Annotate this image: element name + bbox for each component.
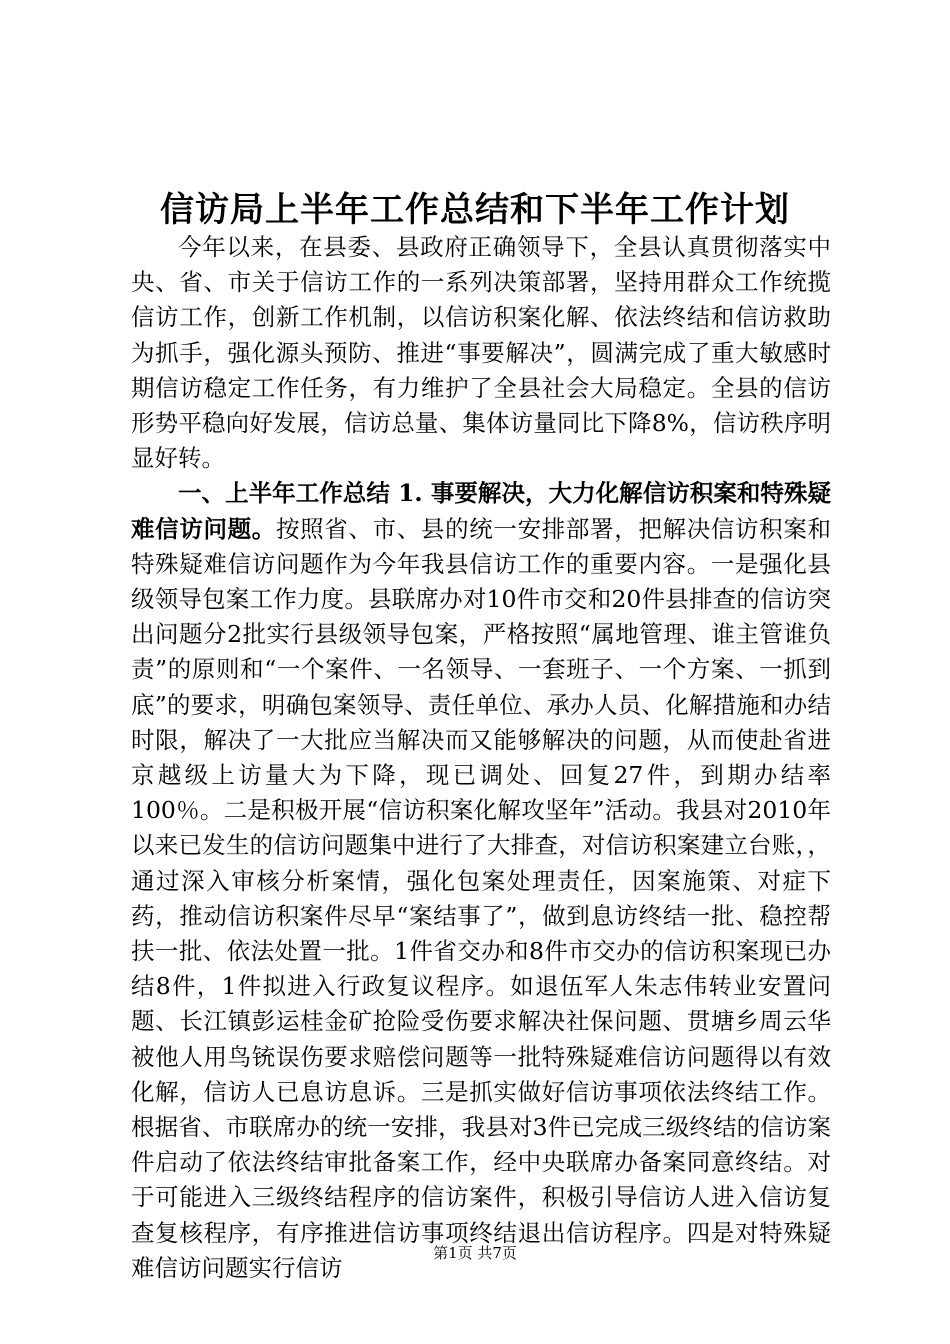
intro-paragraph: 今年以来，在县委、县政府正确领导下，全县认真贯彻落实中央、省、市关于信访工作的一系列决策部署，坚持用群众工作统揽信访工作，创新工作机制，以信访积案化解、依法终结和信访救助为抓手，强化源头预防、推进“事要解决”，圆满完成了重大敏感时期信访稳定工作任务，有力维护了全县社会大局稳定。全县的信访形势平稳向好发展，信访总量、集体访量同比下降8%，信访秩序明显好转。: [131, 233, 831, 473]
page-footer: 第1页 共7页: [433, 1244, 517, 1262]
section-paragraph: [131, 476, 831, 1286]
page-title: 信访局上半年工作总结和下半年工作计划: [160, 190, 790, 230]
section-body: 按照省、市、县的统一安排部署，把解决信访积案和特殊疑难信访问题作为今年我县信访工作的重要内容。一是强化县级领导包案工作力度。县联席办对10件市交和20件县排查的信访突出问题分2批实行县级领导包案，严格按照“属地管理、谁主管谁负责”的原则和“一个案件、一名领导、一套班子、一个方案、一抓到底”的要求，明确包案领导、责任单位、承办人员、化解措施和办结时限，解决了一大批应当解决而又能够解决的问题，从而使赴省进京越级上访量大为下降，现已调处、回复27件，到期办结率100％。二是积极开展“信访积案化解攻坚年”活动。我县对2010年以来已发生的信访问题集中进行了大排查，对信访积案建立台账，，通过深入审核分析案情，强化包案处理责任，因案施策、对症下药，推动信访积案件尽早“案结事了”，做到息访终结一批、稳控帮扶一批、依法处置一批。1件省交办和8件市交办的信访积案现已办结8件，1件拟进入行政复议程序。如退伍军人朱志伟转业安置问题、长江镇彭运桂金矿抢险受伤要求解决社保问题、贯塘乡周云华被他人用鸟铳误伤要求赔偿问题等一批特殊疑难信访问题得以有效化解，信访人已息访息诉。三是抓实做好信访事项依法终结工作。根据省、市联席办的统一安排，我县对3件已完成三级终结的信访案件启动了依法终结审批备案工作，经中央联席办备案同意终结。对于可能进入三级终结程序的信访案件，积极引导信访人进入信访复查复核程序，有序推进信访事项终结退出信访程序。四是对特殊疑难信访问题实行信访: [131, 514, 832, 1282]
document-body: [131, 230, 831, 1286]
section-heading: 一、上半年工作总结 1. 事要解决，大力化解信访积案和特殊疑难信访问题。: [131, 479, 831, 543]
